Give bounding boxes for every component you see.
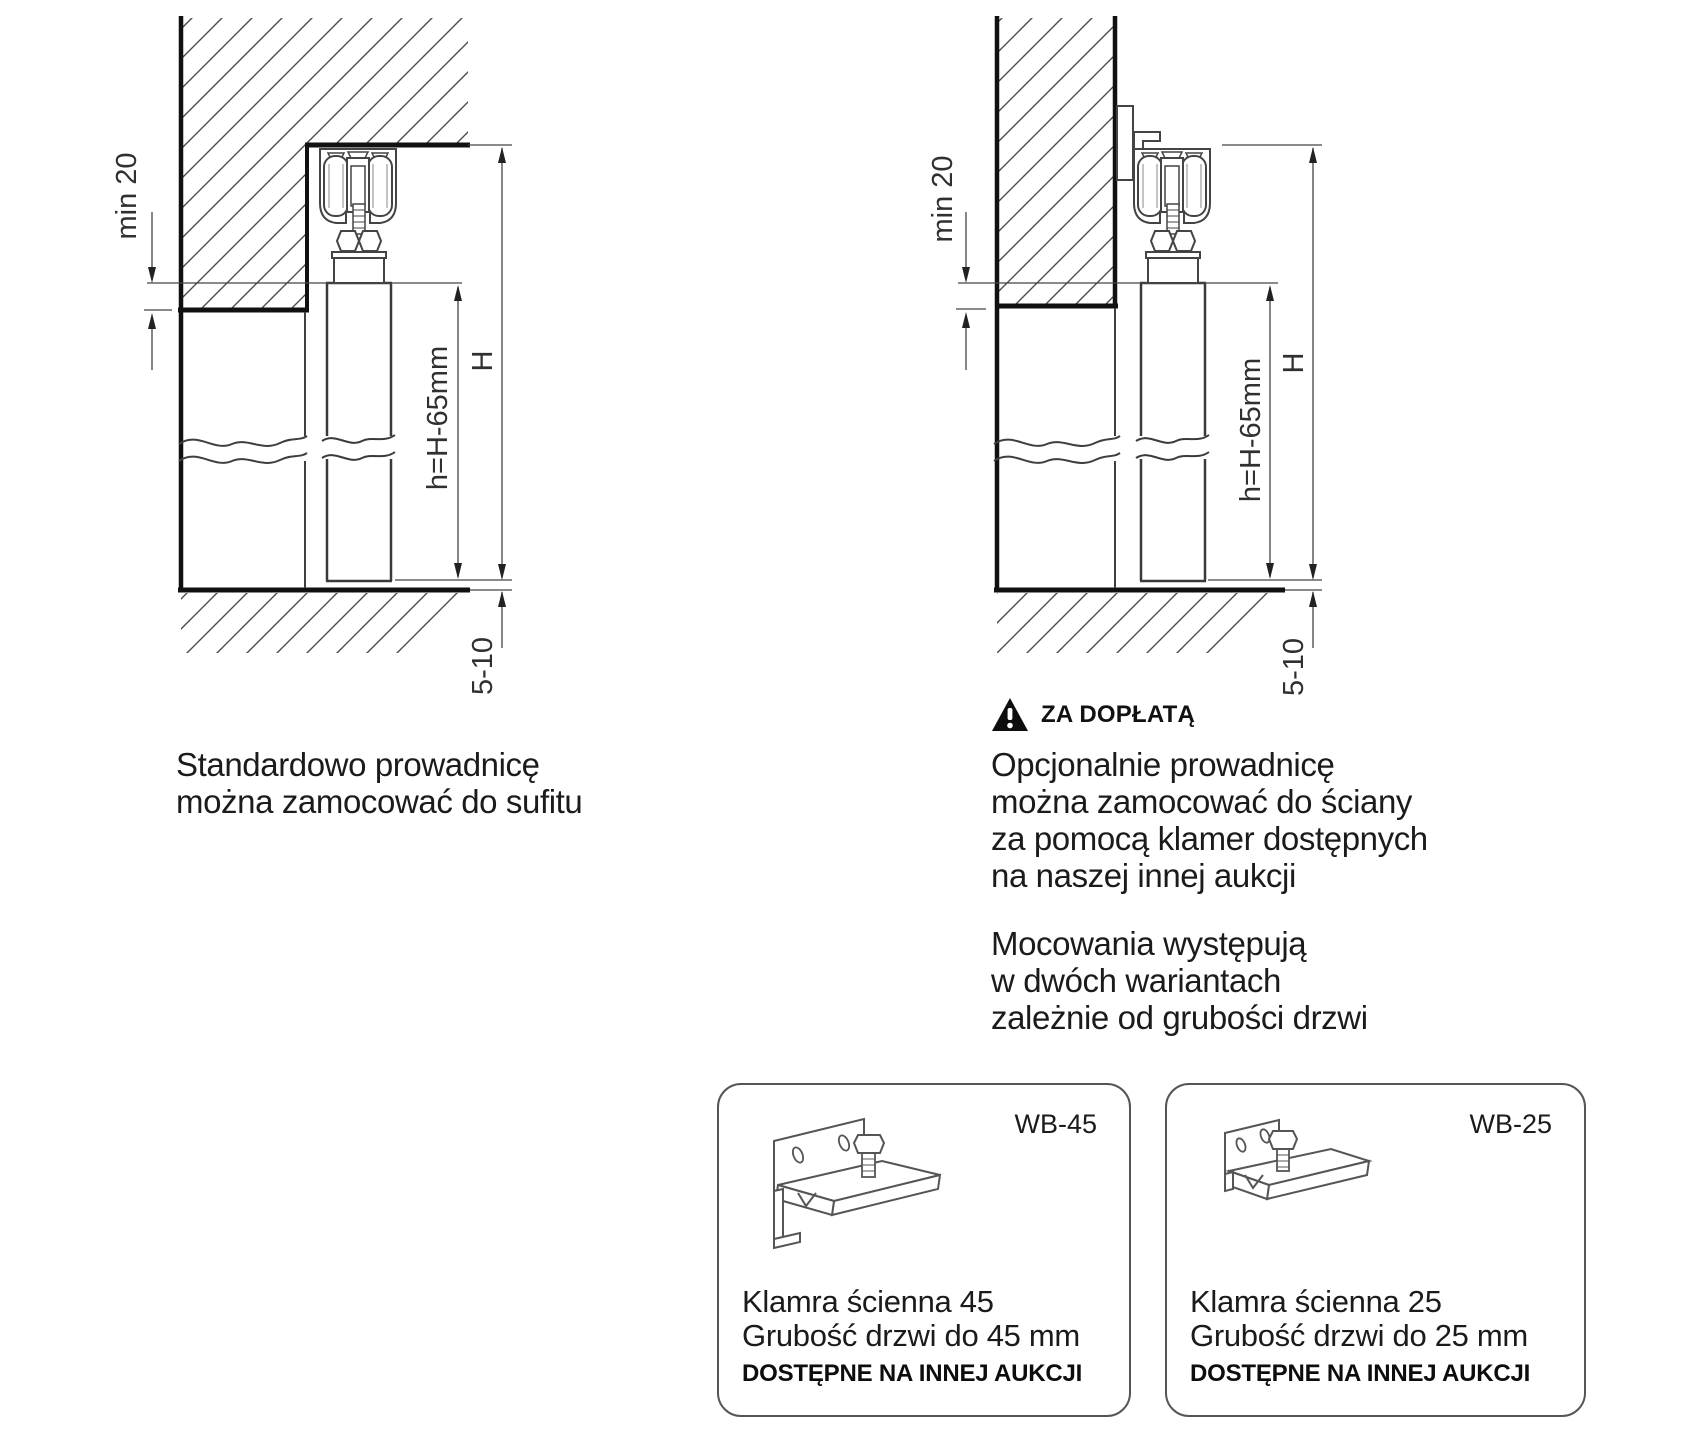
bracket-thickness: Grubość drzwi do 25 mm <box>1190 1318 1528 1353</box>
variants-caption <box>991 925 1368 1036</box>
wall-mount-caption <box>991 746 1428 894</box>
dim-label-gap-left: 5-10 <box>467 636 499 696</box>
ceiling-mount-caption <box>176 746 582 820</box>
wall-below-right <box>994 308 1120 588</box>
bracket-card-wb45 <box>717 1083 1131 1417</box>
dim-label-H-right: H <box>1278 352 1310 374</box>
caption-line: można zamocować do sufitu <box>176 783 583 820</box>
surcharge-row <box>991 697 1195 733</box>
wb45-bracket-illustration <box>764 1113 994 1273</box>
bracket-description <box>1190 1285 1530 1388</box>
wb25-bracket-illustration <box>1207 1111 1417 1261</box>
caption-line: za pomocą klamer dostępnych <box>991 820 1428 857</box>
floor-hatch-right <box>997 593 1280 653</box>
dim-label-min20-left: min 20 <box>111 152 143 240</box>
bracket-note: DOSTĘPNE NA INNEJ AUKCJI <box>742 1360 1083 1387</box>
ceiling-mount-diagram <box>111 16 512 695</box>
dim-label-h-left: h=H-65mm <box>422 345 454 491</box>
bracket-model-label: WB-45 <box>1014 1109 1097 1139</box>
caption-line: Standardowo prowadnicę <box>176 746 540 783</box>
surcharge-label: ZA DOPŁATĄ <box>1041 701 1195 728</box>
warning-icon <box>991 697 1029 733</box>
dim-label-h-right: h=H-65mm <box>1235 357 1267 503</box>
dim-label-H-left: H <box>467 350 499 372</box>
caption-line: w dwóch wariantach <box>991 962 1281 999</box>
track-roller-assembly-left <box>320 149 396 283</box>
caption-line: na naszej innej aukcji <box>991 857 1296 894</box>
bracket-name: Klamra ścienna 25 <box>1190 1284 1442 1319</box>
door-panel-left <box>322 283 395 581</box>
bracket-thickness: Grubość drzwi do 45 mm <box>742 1318 1080 1353</box>
floor-hatch <box>181 593 466 653</box>
dim-label-gap-right: 5-10 <box>1278 637 1310 697</box>
track-roller-assembly-right <box>1117 106 1210 283</box>
wall-section-hatch <box>998 18 1114 304</box>
wall-below-lintel <box>179 312 307 588</box>
bracket-note: DOSTĘPNE NA INNEJ AUKCJI <box>1190 1360 1531 1387</box>
bracket-model-label: WB-25 <box>1469 1109 1552 1139</box>
bracket-description <box>742 1285 1082 1388</box>
wall-mount-diagram <box>927 16 1322 696</box>
dim-label-min20-right: min 20 <box>927 155 959 243</box>
bracket-name: Klamra ścienna 45 <box>742 1284 994 1319</box>
bracket-card-wb25 <box>1165 1083 1586 1417</box>
caption-line: zależnie od grubości drzwi <box>991 999 1368 1036</box>
caption-line: można zamocować do ściany <box>991 783 1413 820</box>
door-panel-right <box>1136 283 1209 581</box>
caption-line: Opcjonalnie prowadnicę <box>991 746 1335 783</box>
caption-line: Mocowania występują <box>991 925 1307 962</box>
